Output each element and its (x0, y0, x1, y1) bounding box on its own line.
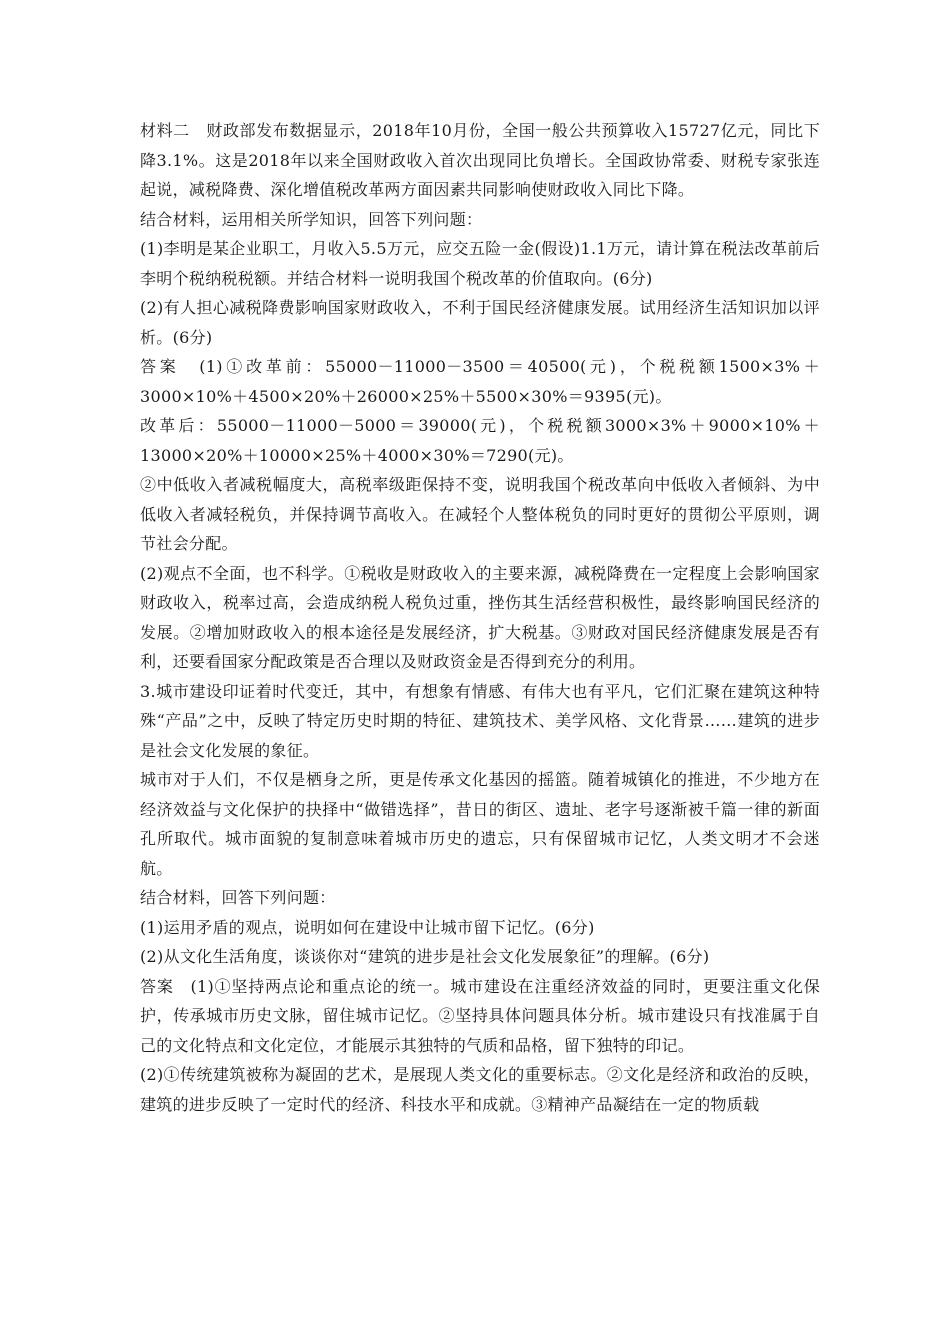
answer-1-before-reform: 答案 (1)①改革前：55000－11000－3500＝40500(元)，个税税额1500×3%＋3000×10%＋4500×20%＋26000×25%＋5500×30%＝9395(元)。 (140, 357, 820, 406)
answer-2: (2)观点不全面，也不科学。①税收是财政收入的主要来源，减税降费在一定程度上会影响国家财政收入，税率过高，会造成纳税人税负过重，挫伤其生活经营积极性，最终影响国民经济的发展。②增加财政收入的根本途径是发展经济，扩大税基。③财政对国民经济健康发展是否有利，还要看国家分配政策是否合理以及财政资金是否得到充分的利用。 (140, 563, 820, 671)
question-1: (1)李明是某企业职工，月收入5.5万元，应交五险一金(假设)1.1万元，请计算在税法改革前后李明个税纳税税额。并结合材料一说明我国个税改革的价值取向。(6分) (140, 239, 820, 288)
answer-1-value-orientation: ②中低收入者减税幅度大，高税率级距保持不变，说明我国个税改革向中低收入者倾斜、为中低收入者减轻税负，并保持调节高收入。在减轻个人整体税负的同时更好的贯彻公平原则，调节社会分配。 (140, 475, 820, 553)
question-instruction: 结合材料，运用相关所学知识，回答下列问题： (140, 209, 483, 229)
question-3-1: (1)运用矛盾的观点，说明如何在建设中让城市留下记忆。(6分) (140, 917, 595, 937)
answer-1-after-reform: 改革后：55000－11000－5000＝39000(元)，个税税额3000×3%＋9000×10%＋13000×20%＋10000×25%＋4000×30%＝7290(元)。 (140, 416, 820, 465)
city-memory-paragraph: 城市对于人们，不仅是栖身之所，更是传承文化基因的摇篮。随着城镇化的推进，不少地方在经济效益与文化保护的抉择中“做错选择”，昔日的街区、遗址、老字号逐渐被千篇一律的新面孔所取代。城市面貌的复制意味着城市历史的遗忘，只有保留城市记忆，人类文明才不会迷航。 (140, 770, 820, 878)
answer-3-2: (2)①传统建筑被称为凝固的艺术，是展现人类文化的重要标志。②文化是经济和政治的反映，建筑的进步反映了一定时代的经济、科技水平和成就。③精神产品凝结在一定的物质载 (140, 1065, 820, 1114)
question-3-2: (2)从文化生活角度，谈谈你对“建筑的进步是社会文化发展象征”的理解。(6分) (140, 947, 710, 966)
question-3-material: 3.城市建设印证着时代变迁，其中，有想象有情感、有伟大也有平凡，它们汇聚在建筑这种特殊“产品”之中，反映了特定历史时期的特征、建筑技术、美学风格、文化背景……建筑的进步是社会文化发展的象征。 (140, 681, 820, 760)
question-2: (2)有人担心减税降费影响国家财政收入，不利于国民经济健康发展。试用经济生活知识加以评析。(6分) (140, 298, 820, 347)
question-instruction-2: 结合材料，回答下列问题： (140, 888, 336, 907)
document-page (140, 116, 820, 1119)
material-two-paragraph: 材料二 财政部发布数据显示，2018年10月份，全国一般公共预算收入15727亿元，同比下降3.1%。这是2018年以来全国财政收入首次出现同比负增长。全国政协常委、财税专家张连起说，减税降费、深化增值税改革两方面因素共同影响使财政收入同比下降。 (140, 121, 820, 199)
answer-3-1: 答案 (1)①坚持两点论和重点论的统一。城市建设在注重经济效益的同时，更要注重文化保护，传承城市历史文脉，留住城市记忆。②坚持具体问题具体分析。城市建设只有找准属于自己的文化特点和文化定位，才能展示其独特的气质和品格，留下独特的印记。 (140, 976, 820, 1055)
